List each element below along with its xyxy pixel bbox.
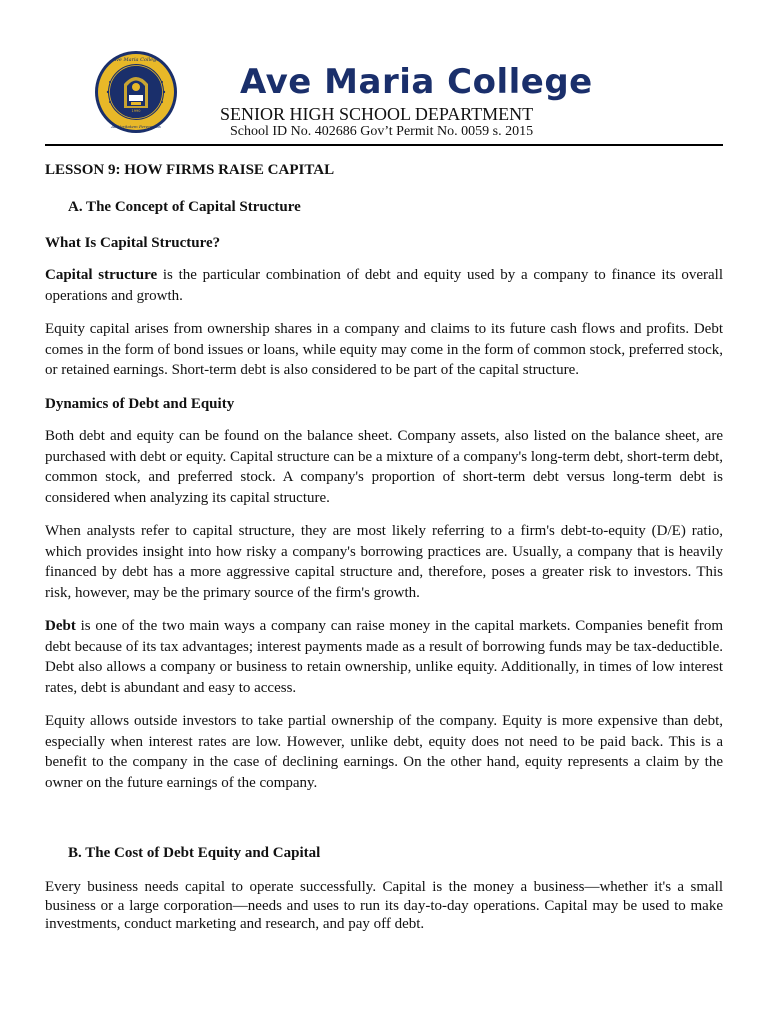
department-name: SENIOR HIGH SCHOOL DEPARTMENT [220, 104, 534, 124]
college-seal-logo [94, 50, 178, 134]
paragraph-balance-sheet: Both debt and equity can be found on the balance sheet. Company assets, also listed on the balance sheet, are purchased with debt or equity. Capital structure can be a mixture of a company's long-term debt, short-term debt, common stock, and preferred stock. A company's proportion of short-term debt versus long-term debt is considered when analyzing its capital structure. [45, 428, 723, 506]
seal-text-top: Ave Maria College [112, 57, 160, 63]
seal-text-bottom: Ad Veritatem Pereperius [111, 124, 161, 129]
dynamics-heading: Dynamics of Debt and Equity [45, 396, 235, 412]
school-ids: School ID No. 402686 Gov’t Permit No. 0059 s. 2015 [230, 124, 534, 139]
paragraph-text: is one of the two main ways a company can raise money in the capital markets. Companies benefit from debt because of its tax advantages; interest payments made as a result of borrowing funds may be tax-deductible. Debt also allows a company or business to retain ownership, unlike equity. Additionally, in times of low interest rates, debt is abundant and easy to access. [45, 618, 723, 696]
document-page [45, 0, 723, 932]
letterhead [45, 0, 723, 146]
paragraph-text: is the particular combination of debt and equity used by a company to finance its overall operations and growth. [45, 267, 723, 304]
paragraph-capital-needs: Every business needs capital to operate successfully. Capital is the money a business—whether it's a small business or a large corporation—needs and uses to run its day-to-day operations. Capital may be used to make investments, conduct marketing and research, and pay off debt. [45, 879, 723, 932]
section-b-heading: B. The Cost of Debt Equity and Capital [68, 845, 321, 861]
paragraph-equity: Equity allows outside investors to take partial ownership of the company. Equity is more expensive than debt, especially when interest rates are low. However, unlike debt, equity does not need to be paid back. This is a benefit to the company in the case of declining earnings. On the other hand, equity represents a claim by the owner on the future earnings of the company. [45, 713, 723, 791]
term-capital-structure: Capital structure [45, 267, 158, 283]
paragraph-equity-capital: Equity capital arises from ownership shares in a company and claims to its future cash flows and profits. Debt comes in the form of bond issues or loans, while equity may come in the form of common stock, preferred stock, or retained earnings. Short-term debt is also considered to be part of the capital structure. [45, 321, 723, 378]
what-is-capital-structure-heading: What Is Capital Structure? [45, 235, 221, 251]
lesson-title: LESSON 9: HOW FIRMS RAISE CAPITAL [45, 162, 335, 178]
term-debt: Debt [45, 618, 76, 634]
paragraph-capital-structure [45, 265, 723, 306]
section-a-heading: A. The Concept of Capital Structure [68, 199, 301, 215]
college-name: Ave Maria College [240, 62, 593, 102]
seal-year: 1990 [131, 109, 141, 113]
paragraph-de-ratio: When analysts refer to capital structure, they are most likely referring to a firm's debt-to-equity (D/E) ratio, which provides insight into how risky a company's borrowing practices are. Usually, a company that is heavily financed by debt has a more aggressive capital structure and, therefore, poses a greater risk to investors. This risk, however, may be the primary source of the firm's growth. [45, 523, 723, 601]
paragraph-debt [45, 616, 723, 698]
